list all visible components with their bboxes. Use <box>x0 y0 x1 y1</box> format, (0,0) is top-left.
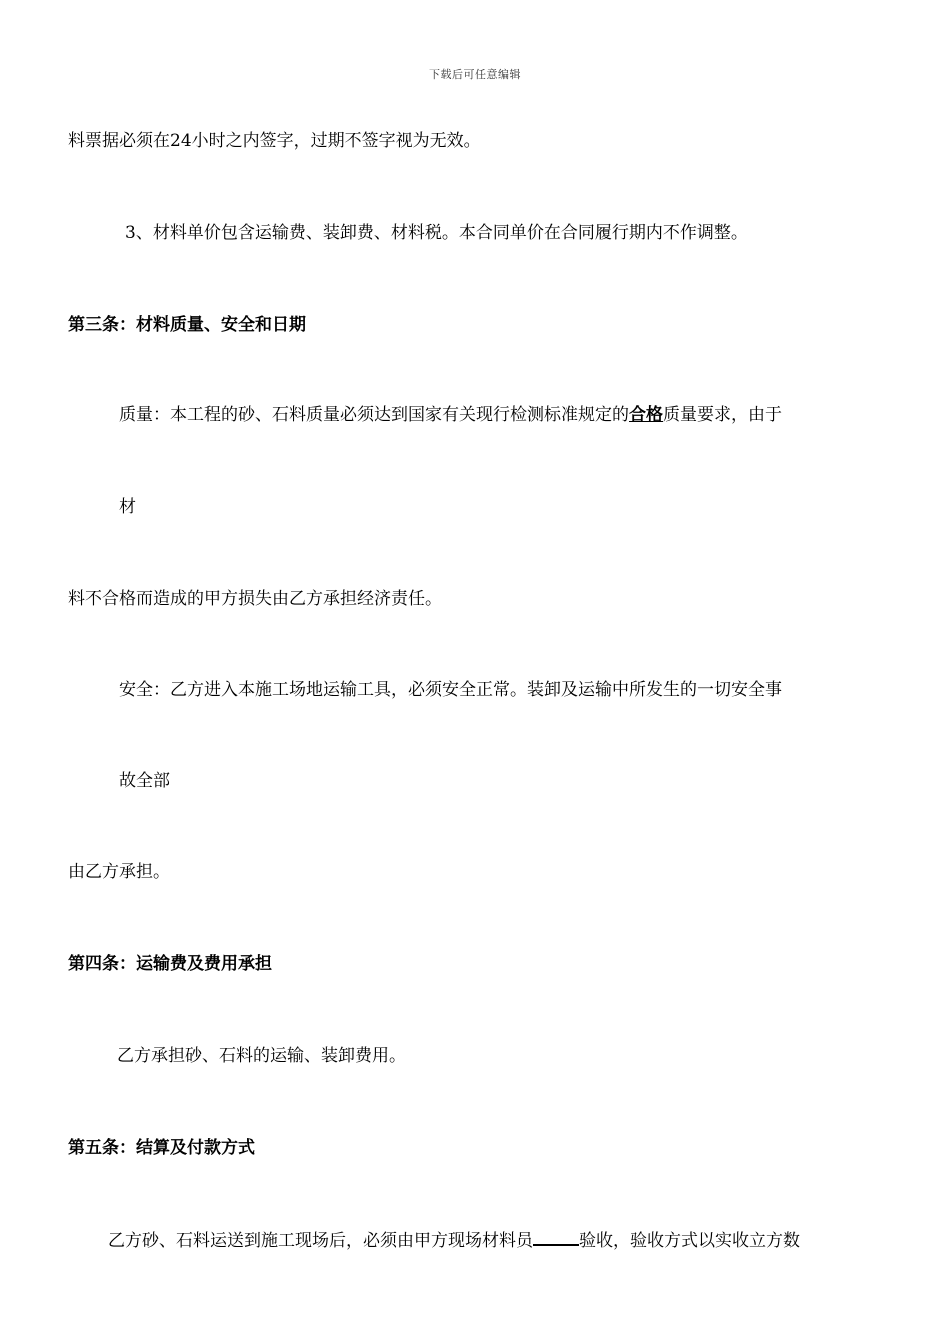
settlement-text-start: 乙方砂、石料运送到施工现场后，必须由甲方现场材料员 <box>108 1231 533 1251</box>
quality-emphasis: 合格 <box>629 405 663 425</box>
quality-text-end: 质量要求，由于 <box>663 405 782 425</box>
paragraph-unit-price: 3、材料单价包含运输费、装卸费、材料税。本合同单价在合同履行期内不作调整。 <box>125 223 748 243</box>
heading-article-4: 第四条：运输费及费用承担 <box>68 954 272 974</box>
paragraph-quality-liability: 料不合格而造成的甲方损失由乙方承担经济责任。 <box>68 589 442 609</box>
paragraph-safety-continued: 故全部 <box>119 771 170 791</box>
paragraph-settlement <box>108 1228 800 1252</box>
heading-article-3: 第三条：材料质量、安全和日期 <box>68 315 306 335</box>
paragraph-quality <box>119 404 782 426</box>
page-header: 下载后可任意编辑 <box>429 68 521 81</box>
settlement-text-end: 验收，验收方式以实收立方数 <box>579 1231 800 1251</box>
paragraph-safety-liability: 由乙方承担。 <box>68 862 170 882</box>
paragraph-receipt-signing: 料票据必须在24小时之内签字，过期不签字视为无效。 <box>68 131 481 151</box>
paragraph-transport-costs: 乙方承担砂、石料的运输、装卸费用。 <box>117 1046 406 1066</box>
paragraph-quality-continued: 材 <box>119 497 136 517</box>
paragraph-safety: 安全：乙方进入本施工场地运输工具，必须安全正常。装卸及运输中所发生的一切安全事 <box>119 680 782 700</box>
quality-text-start: 质量：本工程的砂、石料质量必须达到国家有关现行检测标准规定的 <box>119 405 629 425</box>
blank-line <box>533 1228 579 1246</box>
heading-article-5: 第五条：结算及付款方式 <box>68 1138 255 1158</box>
